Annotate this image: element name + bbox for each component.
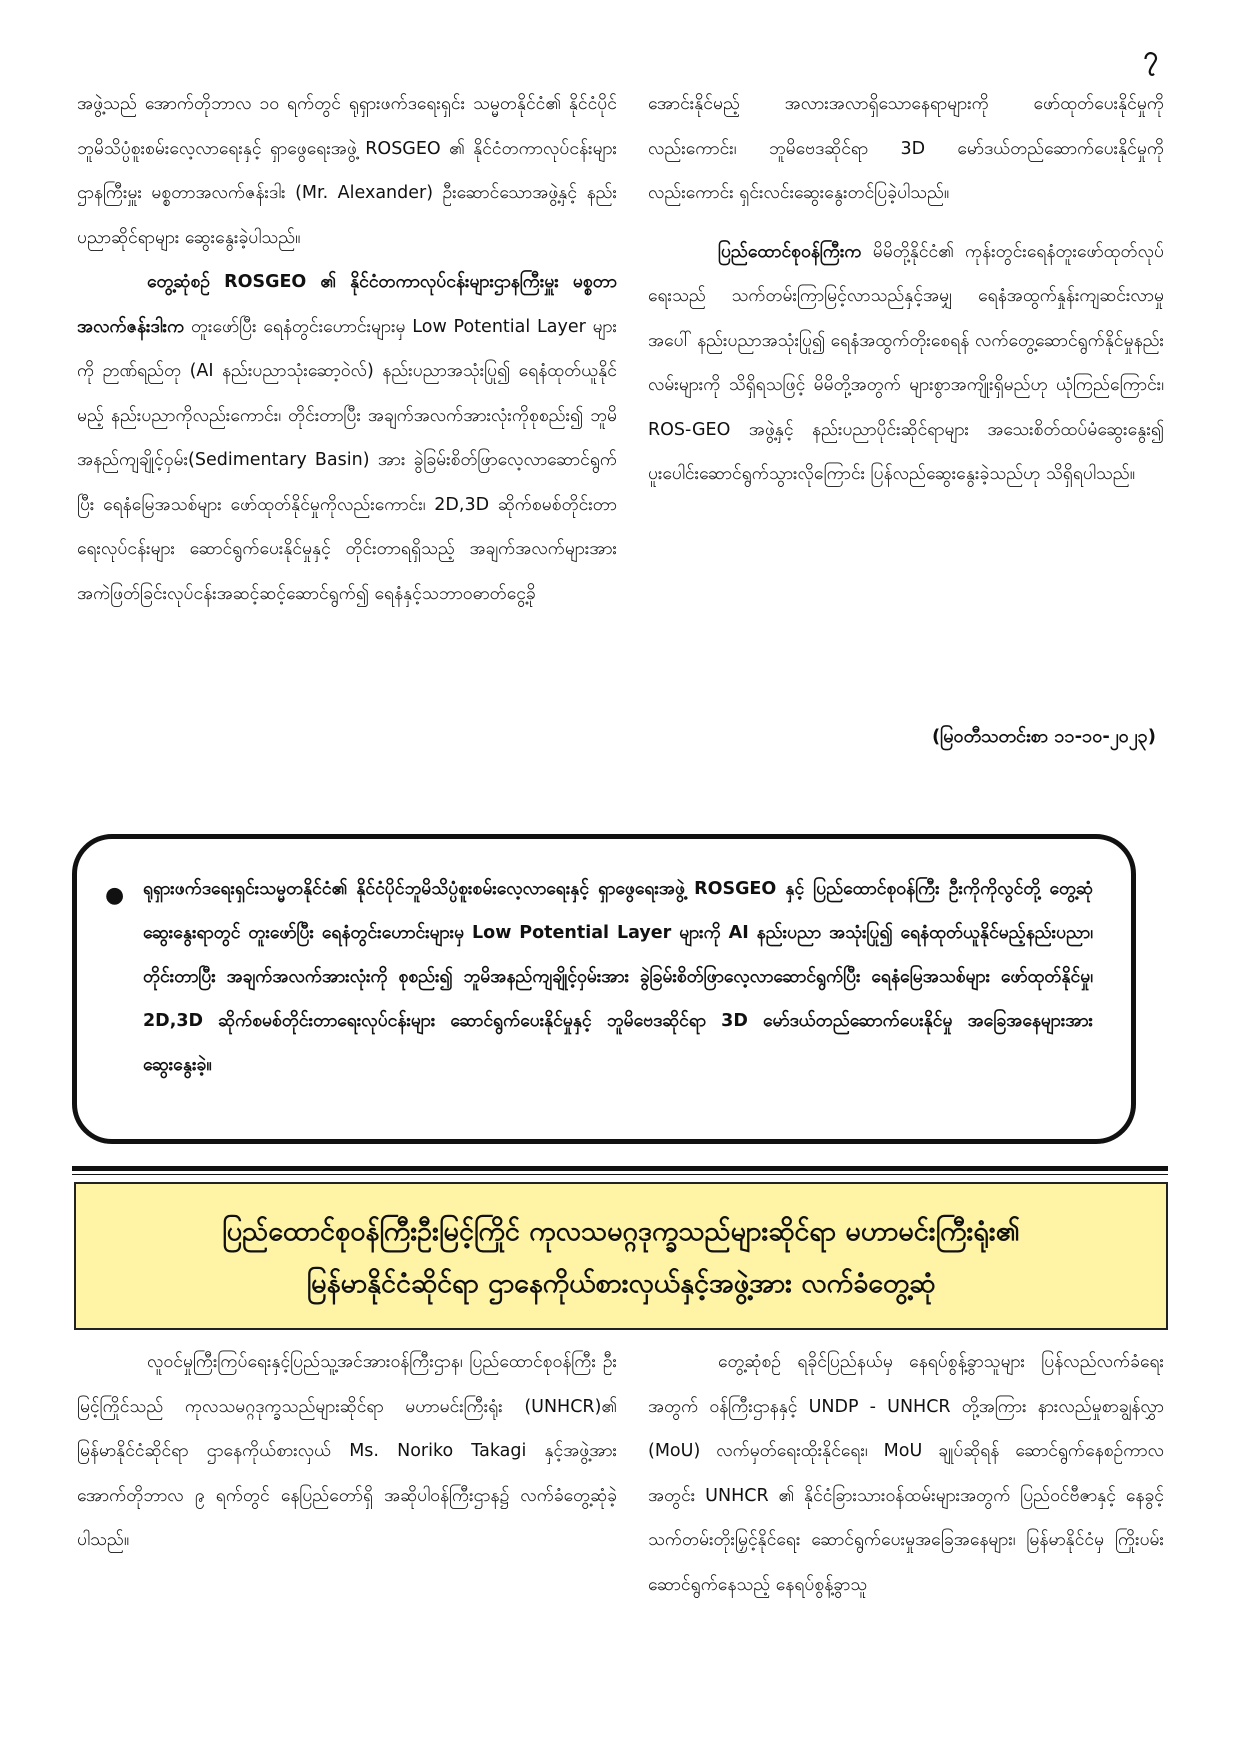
- page-number: ၇: [1143, 41, 1158, 71]
- section-divider-thin: [72, 1174, 1168, 1175]
- paragraph-body: တူးဖော်ပြီး ရေနံတွင်းဟောင်းများမှ Low Potential Layer များကို ဉာဏ်ရည်တု (AI နည်းပညာသုံးဆော့ဝဲလ်) နည်းပညာအသုံးပြု၍ ရေနံထုတ်ယူနိုင်မည့် နည်းပညာကိုလည်းကောင်း၊ တိုင်းတာပြီး အချက်အလက်အားလုံးကိုစုစည်း၍ ဘူမိအနည်ကျချိုင့်ဝှမ်း(Sedimentary Basin) အား ခွဲခြမ်းစိတ်ဖြာလေ့လာဆောင်ရွက်ပြီး ရေနံမြေအသစ်များ ဖော်ထုတ်နိုင်မှုကိုလည်းကောင်း၊ 2D,3D ဆိုက်စမစ်တိုင်းတာရေးလုပ်ငန်းများ ဆောင်ရွက်ပေးနိုင်မှုနှင့် တိုင်းတာရရှိသည့် အချက်အလက်များအား အကဲဖြတ်ခြင်းလုပ်ငန်းအဆင့်ဆင့်ဆောင်ရွက်၍ ရေနံနှင့်သဘာဝဓာတ်ငွေ့ခို: [77, 316, 617, 604]
- article1-right-column: [648, 82, 1164, 497]
- bullet-icon: ●: [105, 883, 125, 908]
- source-citation: (မြဝတီသတင်းစာ ၁၁-၁၀-၂၀၂၃): [931, 726, 1156, 747]
- article2-paragraph: လူဝင်မှုကြီးကြပ်ရေးနှင့်ပြည်သူ့အင်အားဝန်ကြီးဌာန၊ ပြည်ထောင်စုဝန်ကြီး ဦးမြင့်ကြိုင်သည် ကုလသမဂ္ဂဒုက္ခသည်များဆိုင်ရာ မဟာမင်းကြီးရုံး (UNHCR)၏ မြန်မာနိုင်ငံဆိုင်ရာ ဌာနေကိုယ်စားလှယ် Ms. Noriko Takagi နှင့်အဖွဲ့အား အောက်တိုဘာလ ၉ ရက်တွင် နေပြည်တော်ရှိ အဆိုပါဝန်ကြီးဌာန၌ လက်ခံတွေ့ဆုံခဲ့ပါသည်။: [77, 1352, 617, 1550]
- speaker-lead: ပြည်ထောင်စုဝန်ကြီးက: [718, 241, 862, 262]
- speaker-lead: တွေ့ဆုံစဉ် ROSGEO ၏ နိုင်ငံတကာလုပ်ငန်းများဌာနကြီးမှူး မစ္စတာအလက်ဇန်းဒါးက: [77, 272, 617, 337]
- article2-right-column: [648, 1340, 1164, 1607]
- article1-paragraph: အဖွဲ့သည် အောက်တိုဘာလ ၁၀ ရက်တွင် ရုရှားဖက်ဒရေးရှင်း သမ္မတနိုင်ငံ၏ နိုင်ငံပိုင်ဘူမိသိပ္ပံစူးစမ်းလေ့လာရေးနှင့် ရှာဖွေရေးအဖွဲ့ ROSGEO ၏ နိုင်ငံတကာလုပ်ငန်းများဌာနကြီးမှူး မစ္စတာအလက်ဇန်းဒါး (Mr. Alexander) ဦးဆောင်သောအဖွဲ့နှင့် နည်းပညာဆိုင်ရာများ ဆွေးနွေးခဲ့ပါသည်။: [77, 94, 617, 248]
- article1-paragraph: အောင်းနိုင်မည့် အလားအလာရှိသောနေရာများကို ဖော်ထုတ်ပေးနိုင်မှုကိုလည်းကောင်း၊ ဘူမိဗေဒဆိုင်ရာ 3D မော်ဒယ်တည်ဆောက်ပေးနိုင်မှုကိုလည်းကောင်း ရှင်းလင်းဆွေးနွေးတင်ပြခဲ့ပါသည်။: [648, 94, 1164, 203]
- article1-left-column: [77, 82, 617, 616]
- article1-paragraph: [648, 230, 1164, 497]
- headline-line-1: ပြည်ထောင်စုဝန်ကြီးဦးမြင့်ကြိုင် ကုလသမဂ္ဂဒုက္ခသည်များဆိုင်ရာ မဟာမင်းကြီးရုံး၏: [222, 1216, 1020, 1247]
- article2-paragraph: တွေ့ဆုံစဉ် ရခိုင်ပြည်နယ်မှ နေရပ်စွန့်ခွာသူများ ပြန်လည်လက်ခံရေးအတွက် ဝန်ကြီးဌာနနှင့် UNDP - UNHCR တို့အကြား နားလည်မှုစာချွန်လွှာ (MoU) လက်မှတ်ရေးထိုးနိုင်ရေး၊ MoU ချုပ်ဆိုရန် ဆောင်ရွက်နေစဉ်ကာလအတွင်း UNHCR ၏ နိုင်ငံခြားသားဝန်ထမ်းများအတွက် ပြည်ဝင်ဗီဇာနှင့် နေခွင့်သက်တမ်းတိုးမြှင့်နိုင်ရေး ဆောင်ရွက်ပေးမှုအခြေအနေများ၊ မြန်မာနိုင်ငံမှ ကြိုးပမ်းဆောင်ရွက်နေသည့် နေရပ်စွန့်ခွာသူ: [648, 1352, 1164, 1595]
- article2-headline: [74, 1182, 1168, 1330]
- article2-left-column: [77, 1340, 617, 1563]
- article1-paragraph: [77, 260, 617, 616]
- summary-text: ရုရှားဖက်ဒရေးရှင်းသမ္မတနိုင်ငံ၏ နိုင်ငံပိုင်ဘူမိသိပ္ပံစူးစမ်းလေ့လာရေးနှင့် ရှာဖွေရေးအဖွဲ့ ROSGEO နှင့် ပြည်ထောင်စုဝန်ကြီး ဦးကိုကိုလွင်တို့ တွေ့ဆုံဆွေးနွေးရာတွင် တူးဖော်ပြီး ရေနံတွင်းဟောင်းများမှ Low Potential Layer များကို AI နည်းပညာ အသုံးပြု၍ ရေနံထုတ်ယူနိုင်မည့်နည်းပညာ၊ တိုင်းတာပြီး အချက်အလက်အားလုံးကို စုစည်း၍ ဘူမိအနည်ကျချိုင့်ဝှမ်းအား ခွဲခြမ်းစိတ်ဖြာလေ့လာဆောင်ရွက်ပြီး ရေနံမြေအသစ်များ ဖော်ထုတ်နိုင်မှု၊ 2D,3D ဆိုက်စမစ်တိုင်းတာရေးလုပ်ငန်းများ ဆောင်ရွက်ပေးနိုင်မှုနှင့် ဘူမိဗေဒဆိုင်ရာ 3D မော်ဒယ်တည်ဆောက်ပေးနိုင်မှု အခြေအနေများအား ဆွေးနွေးခဲ့။: [143, 879, 1093, 1075]
- headline-line-2: မြန်မာနိုင်ငံဆိုင်ရာ ဌာနေကိုယ်စားလှယ်နှင့်အဖွဲ့အား လက်ခံတွေ့ဆုံ: [306, 1268, 936, 1299]
- paragraph-body: မိမိတို့နိုင်ငံ၏ ကုန်းတွင်းရေနံတူးဖော်ထုတ်လုပ်ရေးသည် သက်တမ်းကြာမြင့်လာသည်နှင့်အမျှ ရေနံအထွက်နှုန်းကျဆင်းလာမှုအပေါ် နည်းပညာအသုံးပြု၍ ရေနံအထွက်တိုးစေရန် လက်တွေ့ဆောင်ရွက်နိုင်မှုနည်းလမ်းများကို သိရှိရသဖြင့် မိမိတို့အတွက် များစွာအကျိုးရှိမည်ဟု ယုံကြည်ကြောင်း၊ ROS-GEO အဖွဲ့နှင့် နည်းပညာပိုင်းဆိုင်ရာများ အသေးစိတ်ထပ်မံဆွေးနွေး၍ ပူးပေါင်းဆောင်ရွက်သွားလိုကြောင်း ပြန်လည်ဆွေးနွေးခဲ့သည်ဟု သိရှိရပါသည်။: [648, 241, 1164, 484]
- section-divider: [72, 1166, 1168, 1171]
- summary-box: [72, 834, 1136, 1144]
